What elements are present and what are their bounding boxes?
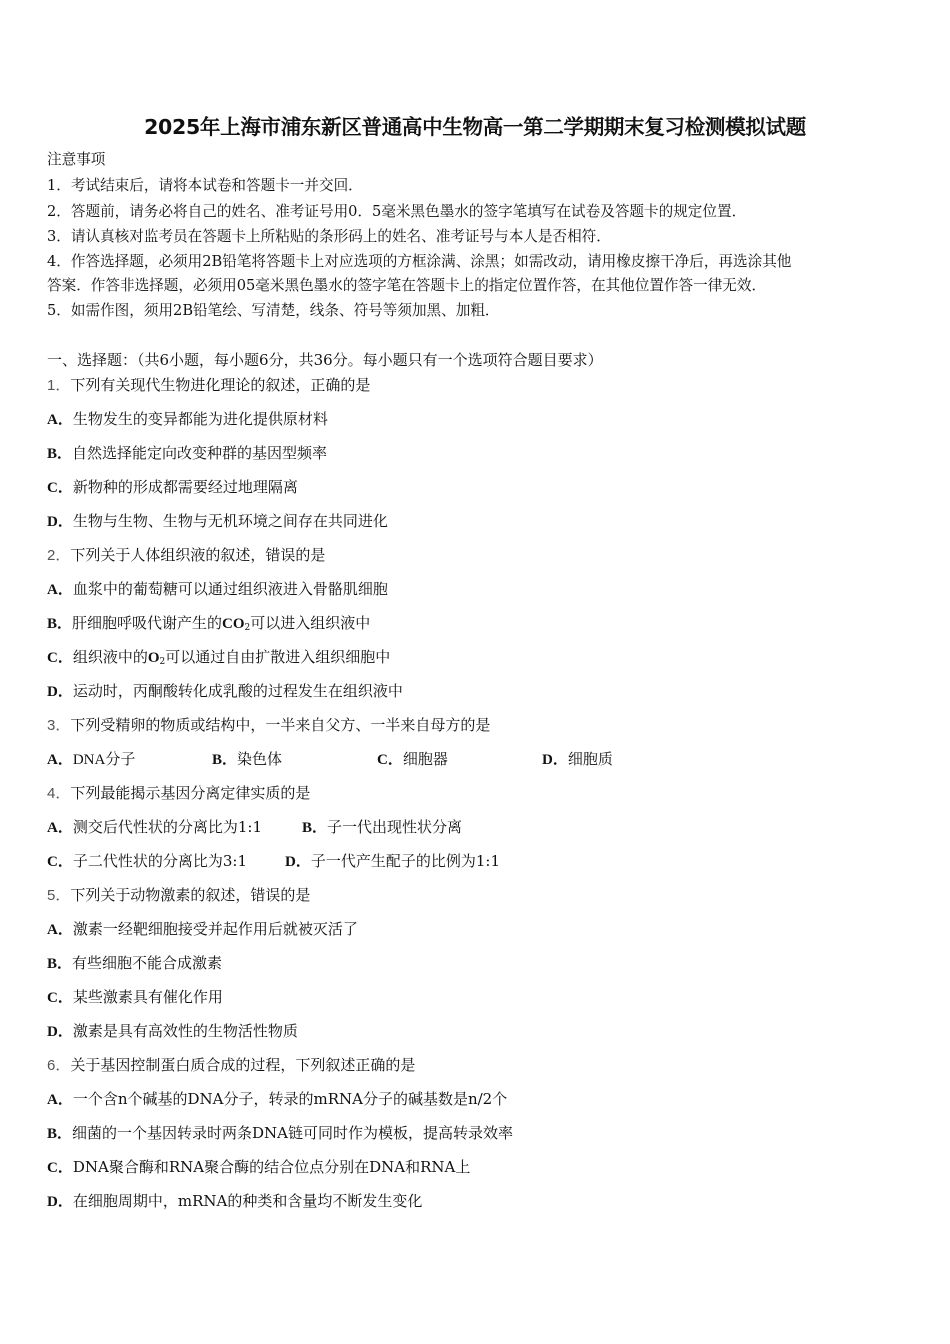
question-6-option-d	[47, 1191, 422, 1212]
option-letter: B．	[302, 820, 328, 836]
option-text: 血浆中的葡萄糖可以通过组织液进入骨骼肌细胞	[72, 580, 388, 598]
question-1-option-a	[47, 409, 328, 430]
question-number: 4．	[47, 785, 71, 802]
option-text: 可以进入组织液中	[250, 614, 371, 632]
question-number: 1．	[47, 377, 71, 394]
option-text: 生物与生物、生物与无机环境之间存在共同进化	[72, 512, 388, 530]
option-text: 一个含n个碱基的DNA分子，转录的mRNA分子的碱基数是n/2个	[72, 1090, 508, 1108]
option-letter: C．	[47, 480, 73, 496]
question-1-option-d	[47, 511, 388, 532]
note-item: 答案．作答非选择题，必须用05毫米黑色墨水的签字笔在答题卡上的指定位置作答，在其他位置作答一律无效．	[47, 277, 767, 294]
option-text: 细胞器	[402, 750, 448, 768]
question-6-option-c	[47, 1157, 470, 1178]
question-3-option-d	[542, 749, 613, 770]
question-5-option-b	[47, 953, 222, 974]
option-letter: D．	[47, 1194, 73, 1210]
option-letter: D．	[47, 514, 73, 530]
chemical-formula: O	[147, 650, 160, 666]
option-text: 某些激素具有催化作用	[72, 988, 223, 1006]
option-text: 激素一经靶细胞接受并起作用后就被灭活了	[72, 920, 358, 938]
question-4-option-a	[47, 817, 262, 838]
option-letter: A．	[47, 412, 73, 428]
option-text: 子一代出现性状分离	[327, 818, 463, 836]
question-5-option-c	[47, 987, 223, 1008]
option-letter: C．	[47, 854, 73, 870]
option-text: 生物发生的变异都能为进化提供原材料	[72, 410, 328, 428]
option-letter: D．	[47, 684, 73, 700]
option-letter: B．	[47, 956, 73, 972]
option-letter: D．	[47, 1024, 73, 1040]
question-5-option-d	[47, 1021, 298, 1042]
option-text: 自然选择能定向改变种群的基因型频率	[72, 444, 328, 462]
question-6-stem	[47, 1055, 415, 1076]
option-text: 运动时，丙酮酸转化成乳酸的过程发生在组织液中	[72, 682, 403, 700]
option-letter: C．	[47, 1160, 73, 1176]
option-text: 激素是具有高效性的生物活性物质	[72, 1022, 298, 1040]
option-letter: C．	[47, 650, 73, 666]
question-6-option-a	[47, 1089, 507, 1110]
option-text: DNA聚合酶和RNA聚合酶的结合位点分别在DNA和RNA上	[72, 1158, 471, 1176]
question-2-option-b	[47, 613, 370, 638]
question-3-option-a	[47, 749, 135, 770]
question-1-option-b	[47, 443, 327, 464]
option-text: 细菌的一个基因转录时两条DNA链可同时作为模板，提高转录效率	[72, 1124, 514, 1142]
option-text: 细胞质	[567, 750, 613, 768]
question-4-option-d	[285, 851, 500, 872]
notes-heading: 注意事项	[47, 151, 106, 168]
question-text: 关于基因控制蛋白质合成的过程，下列叙述正确的是	[70, 1056, 416, 1074]
option-text: 染色体	[237, 750, 283, 768]
option-text: 子一代产生配子的比例为1:1	[310, 852, 500, 870]
question-number: 6．	[47, 1057, 71, 1074]
subscript: 2	[244, 623, 251, 633]
question-1-option-c	[47, 477, 298, 498]
note-item: 4．作答选择题，必须用2B铅笔将答题卡上对应选项的方框涂满、涂黑；如需改动，请用橡皮擦干净后，再选涂其他	[47, 253, 792, 270]
option-letter: A．	[47, 752, 73, 768]
question-3-option-c	[377, 749, 448, 770]
question-text: 下列最能揭示基因分离定律实质的是	[70, 784, 311, 802]
question-number: 2．	[47, 547, 71, 564]
option-text: 测交后代性状的分离比为1:1	[72, 818, 262, 836]
option-letter: B．	[47, 616, 73, 632]
option-text: 肝细胞呼吸代谢产生的	[72, 614, 223, 632]
option-letter: B．	[212, 752, 238, 768]
question-5-stem	[47, 885, 310, 906]
option-text: 有些细胞不能合成激素	[72, 954, 223, 972]
question-number: 5．	[47, 887, 71, 904]
option-text: 组织液中的	[72, 648, 148, 666]
note-item: 2．答题前，请务必将自己的姓名、准考证号用0．5毫米黑色墨水的签字笔填写在试卷及答题卡的规定位置．	[47, 203, 747, 220]
page-title: 2025年上海市浦东新区普通高中生物高一第二学期期末复习检测模拟试题	[144, 115, 806, 139]
question-text: 下列有关现代生物进化理论的叙述，正确的是	[70, 376, 371, 394]
option-text: 在细胞周期中，mRNA的种类和含量均不断发生变化	[72, 1192, 423, 1210]
question-4-option-b	[302, 817, 462, 838]
note-item: 5．如需作图，须用2B铅笔绘、写清楚，线条、符号等须加黑、加粗．	[47, 302, 500, 319]
question-6-option-b	[47, 1123, 513, 1144]
option-text: 新物种的形成都需要经过地理隔离	[72, 478, 298, 496]
question-2-stem	[47, 545, 325, 566]
option-text: 子二代性状的分离比为3:1	[72, 852, 247, 870]
question-1-stem	[47, 375, 370, 396]
question-2-option-d	[47, 681, 403, 702]
question-3-option-b	[212, 749, 282, 770]
option-letter: D．	[542, 752, 568, 768]
option-letter: A．	[47, 820, 73, 836]
option-letter: B．	[47, 1126, 73, 1142]
question-text: 下列关于人体组织液的叙述，错误的是	[70, 546, 326, 564]
question-3-stem	[47, 715, 490, 736]
note-item: 3．请认真核对监考员在答题卡上所粘贴的条形码上的姓名、准考证号与本人是否相符．	[47, 228, 611, 245]
option-letter: C．	[47, 990, 73, 1006]
question-4-stem	[47, 783, 310, 804]
question-4-option-c	[47, 851, 247, 872]
option-letter: D．	[285, 854, 311, 870]
option-letter: A．	[47, 582, 73, 598]
option-letter: B．	[47, 446, 73, 462]
option-text: 可以通过自由扩散进入组织细胞中	[165, 648, 391, 666]
question-2-option-c	[47, 647, 390, 672]
option-letter: A．	[47, 1092, 73, 1108]
question-5-option-a	[47, 919, 358, 940]
chemical-formula: CO	[222, 616, 245, 632]
question-2-option-a	[47, 579, 388, 600]
question-text: 下列受精卵的物质或结构中，一半来自父方、一半来自母方的是	[70, 716, 491, 734]
note-item: 1．考试结束后，请将本试卷和答题卡一并交回．	[47, 177, 363, 194]
subscript: 2	[159, 657, 166, 667]
section-heading: 一、选择题：（共6小题，每小题6分，共36分。每小题只有一个选项符合题目要求）	[47, 351, 603, 369]
option-letter: A．	[47, 922, 73, 938]
question-number: 3．	[47, 717, 71, 734]
option-text: DNA分子	[72, 752, 136, 768]
option-letter: C．	[377, 752, 403, 768]
question-text: 下列关于动物激素的叙述，错误的是	[70, 886, 311, 904]
